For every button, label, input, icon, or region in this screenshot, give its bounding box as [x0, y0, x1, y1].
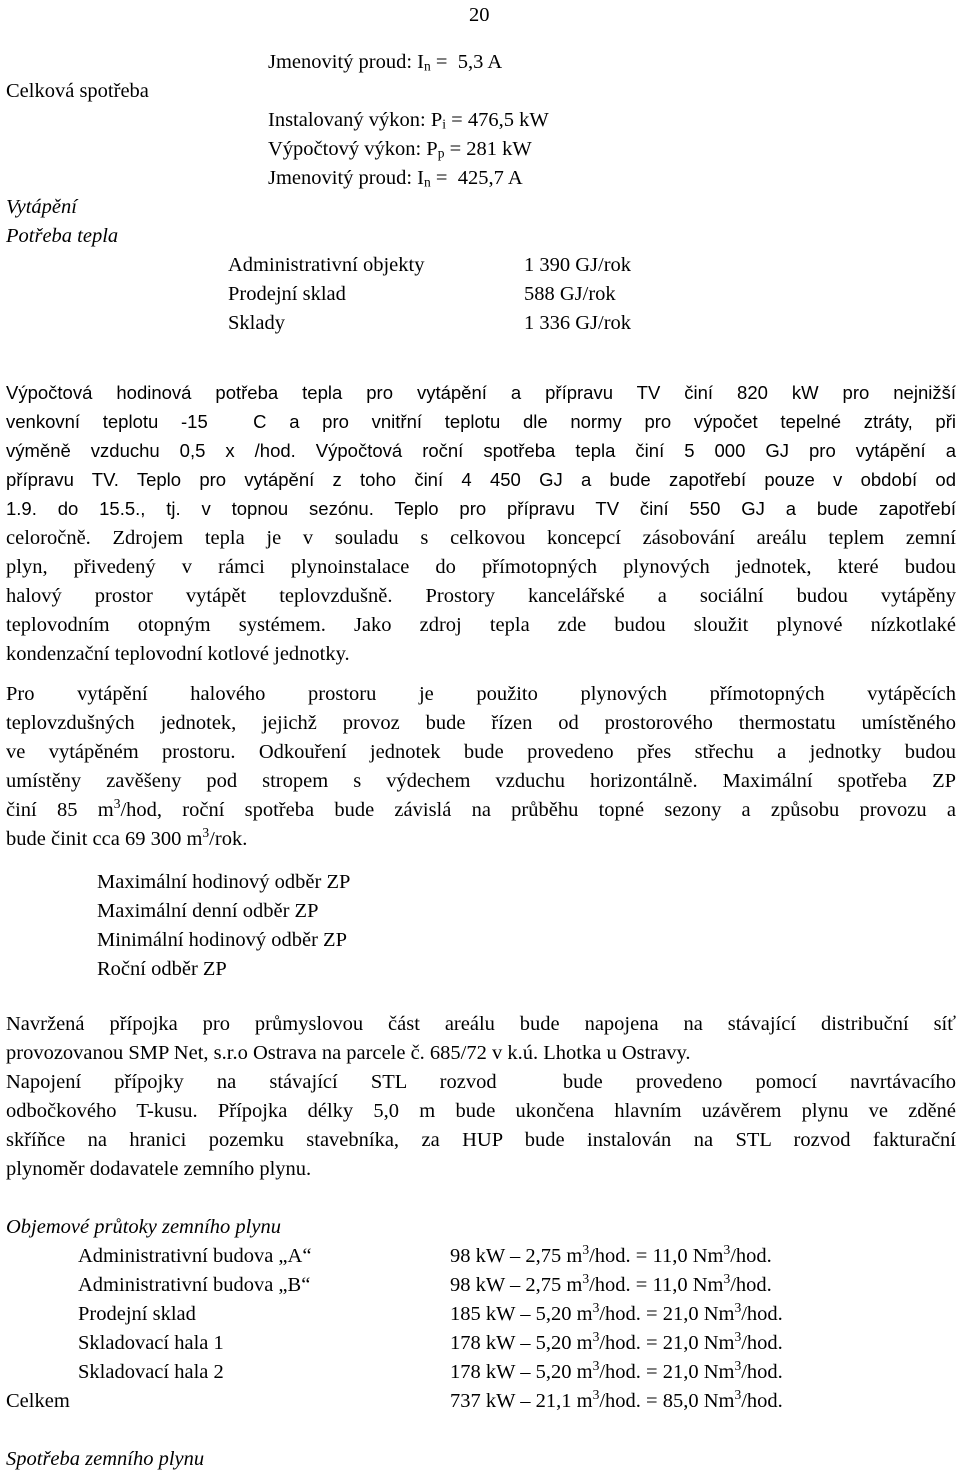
text-line: výměně vzduchu 0,5 x /hod. Výpočtová roční spotřeba tepla činí 5 000 GJ pro vytápění a — [6, 440, 956, 461]
heat-row-value: 1 390 GJ/rok — [524, 254, 632, 276]
table-row — [97, 955, 227, 984]
text-line: činí 85 $m^3$/hod, roční spotřeba bude závislá na průběhu topné sezony a způsobu provozu a — [6, 795, 956, 821]
celkova-label: Celková spotřeba — [6, 80, 149, 102]
flow-row-name: Administrativní budova „A“ — [78, 1245, 312, 1267]
row-label: Roční odběr ZP — [97, 958, 227, 980]
flow-row-name: Skladovací hala 1 — [78, 1332, 224, 1354]
instalovany-vykon: Instalovaný výkon: $P_i = 476,5$ kW — [268, 109, 549, 132]
flow-row-name: Skladovací hala 2 — [78, 1361, 224, 1383]
heat-row-value: 1 336 GJ/rok — [524, 312, 632, 334]
row-label: Maximální denní odběr ZP — [97, 900, 319, 922]
flow-total-value: 737 kW – 21,1 $m^3$/hod. = 85,0 Nm$^3$/hod. — [450, 1386, 783, 1412]
heat-row-name: Administrativní objekty — [228, 254, 425, 276]
flow-row-value: 98 kW – 2,75 $m^3$/hod. = 11,0 Nm$^3$/hod. — [450, 1270, 772, 1296]
text-line: přípravu TV. Teplo pro vytápění z toho činí 4 450 GJ a bude zapotřebí pouze v období od — [6, 469, 956, 490]
potreba-tepla-heading: Potřeba tepla — [6, 225, 119, 247]
flow-row-name: Administrativní budova „B“ — [78, 1274, 311, 1296]
text-line: ve vytápěném prostoru. Odkouření jednotek bude provedeno přes střechu a jednotky budou — [6, 741, 956, 763]
text-line: plynoměr dodavatele zemního plynu. — [6, 1158, 312, 1180]
row-label: Minimální hodinový odběr ZP — [97, 929, 347, 951]
row-label: Maximální hodinový odběr ZP — [97, 871, 351, 893]
flow-row-value: 178 kW – 5,20 $m^3$/hod. = 21,0 Nm$^3$/hod. — [450, 1357, 783, 1383]
text-line: provozovanou SMP Net, s.r.o Ostrava na parcele č. 685/72 v k.ú. Lhotka u Ostravy. — [6, 1042, 691, 1064]
text-line: odbočkového T-kusu. Přípojka délky 5,0 m bude ukončena hlavním uzávěrem plynu ve zděné — [6, 1100, 956, 1122]
heat-row-name: Prodejní sklad — [228, 283, 346, 305]
text-line: teplovodním otopným systémem. Jako zdroj tepla zde budou sloužit plynové nízkotlaké — [6, 614, 956, 636]
flow-section-heading: Objemové průtoky zemního plynu — [6, 1216, 281, 1238]
text-line: umístěny zavěšeny pod stropem s výdechem vzduchu horizontálně. Maximální spotřeba ZP — [6, 770, 956, 792]
text-line: plyn, přivedený v rámci plynoinstalace do přímotopných plynových jednotek, které budou — [6, 556, 956, 578]
page-number: 20 — [469, 4, 490, 26]
table-row — [97, 868, 350, 897]
vypoctovy-vykon: Výpočtový výkon: $P_p = 281$ kW — [268, 138, 532, 161]
jmenovity-proud-2: Jmenovitý proud: $I_n = 425,7$ A — [268, 167, 523, 190]
text-line: venkovní teplotu -15 C a pro vnitřní teplotu dle normy pro výpočet tepelné ztráty, při — [6, 411, 956, 432]
text-line: bude činit cca 69 300 $m^3$/rok. — [6, 824, 248, 850]
jmenovity-proud-1: Jmenovitý proud: $I_n = 5,3$ A — [268, 51, 503, 74]
flow-row-name: Prodejní sklad — [78, 1303, 196, 1325]
flow-row-value: 98 kW – 2,75 $m^3$/hod. = 11,0 Nm$^3$/hod. — [450, 1241, 772, 1267]
text-line: Navržená přípojka pro průmyslovou část areálu bude napojena na stávající distribuční síť — [6, 1013, 956, 1035]
consumption-section-heading: Spotřeba zemního plynu — [6, 1448, 205, 1470]
text-line: celoročně. Zdrojem tepla je v souladu s celkovou koncepcí zásobování areálu teplem zemní — [6, 527, 956, 549]
text-line: Výpočtová hodinová potřeba tepla pro vytápění a přípravu TV činí 820 kW pro nejnižší — [6, 382, 956, 403]
text-line: 1.9. do 15.5., tj. v topnou sezónu. Teplo pro přípravu TV činí 550 GJ a bude zapotřebí — [6, 498, 956, 519]
table-row — [97, 897, 318, 926]
heat-row-value: 588 GJ/rok — [524, 283, 616, 305]
text-line: Napojení přípojky na stávající STL rozvod bude provedeno pomocí navrtávacího — [6, 1071, 956, 1093]
flow-row-value: 178 kW – 5,20 $m^3$/hod. = 21,0 Nm$^3$/hod. — [450, 1328, 783, 1354]
text-line: teplovzdušných jednotek, jejichž provoz bude řízen od prostorového thermostatu umístěného — [6, 712, 956, 734]
text-line: halový prostor vytápět teplovzdušně. Prostory kancelářské a sociální budou vytápěny — [6, 585, 956, 607]
vytapeni-heading: Vytápění — [6, 196, 77, 218]
text-line: kondenzační teplovodní kotlové jednotky. — [6, 643, 350, 665]
heat-row-name: Sklady — [228, 312, 285, 334]
text-line: Pro vytápění halového prostoru je použito plynových přímotopných vytápěcích — [6, 683, 956, 705]
text-line: skříňce na hranici pozemku stavebníka, za HUP bude instalován na STL rozvod fakturační — [6, 1129, 956, 1151]
flow-row-value: 185 kW – 5,20 $m^3$/hod. = 21,0 Nm$^3$/hod. — [450, 1299, 783, 1325]
flow-total-name: Celkem — [6, 1390, 70, 1412]
table-row — [97, 926, 347, 955]
